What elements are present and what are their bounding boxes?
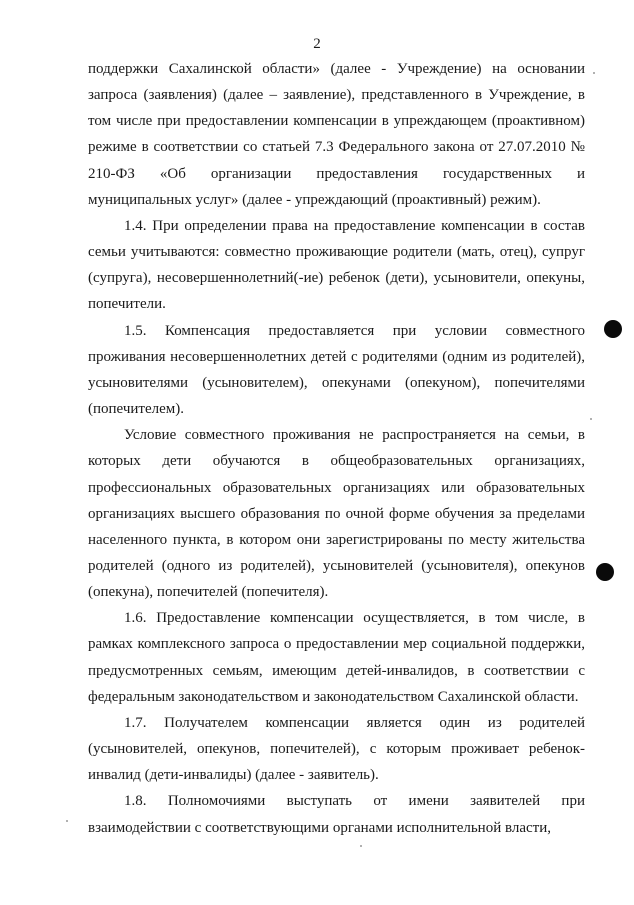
scan-speck <box>590 418 592 420</box>
page-number: 2 <box>313 36 321 52</box>
paragraph-continuation: поддержки Сахалинской области» (далее - Учреждение) на основании запроса (заявления) (далее – заявление), представленного в Учреждение, в том числе при предоставлении компенсации в упреждающем (проактивном) режиме в соответствии со статьей 7.3 Федерального закона от 27.07.2010 № 210-ФЗ «Об организации предоставления государственных и муниципальных услуг» (далее - упреждающий (проактивный) режим). <box>88 61 585 208</box>
paragraph-1-4: 1.4. При определении права на предоставление компенсации в состав семьи учитываются: совместно проживающие родители (мать, отец), супруг (супруга), несовершеннолетний(-ие) ребенок (дети), усыновители, опекуны, попечители. <box>88 217 585 313</box>
scan-speck <box>360 845 362 847</box>
paragraph-1-6: 1.6. Предоставление компенсации осуществляется, в том числе, в рамках комплексного запроса о предоставлении мер социальной поддержки, предусмотренных семьям, имеющим детей-инвалидов, в соответствии с федеральным законодательством и законодательством Сахалинской области. <box>88 610 585 705</box>
paragraph-1-5-condition: Условие совместного проживания не распространяется на семьи, в которых дети обучаются в общеобразовательных организациях, профессиональных образовательных организациях или образовательных организациях высшего образования по очной форме обучения за пределами населенного пункта, в котором они зарегистрированы по месту жительства родителей (одного из родителей), усыновителей (усыновителя), опекунов (опекуна), попечителей (попечителя). <box>88 427 585 601</box>
punch-hole-mark <box>596 563 614 581</box>
punch-hole-mark <box>604 320 622 338</box>
paragraph-1-8: 1.8. Полномочиями выступать от имени заявителей при взаимодействии с соответствующими органами исполнительной власти, <box>88 793 585 836</box>
scan-speck <box>66 820 68 822</box>
document-body <box>88 56 585 841</box>
paragraph-1-5: 1.5. Компенсация предоставляется при условии совместного проживания несовершеннолетних детей с родителями (одним из родителей), усыновителями (усыновителем), опекунами (опекуном), попечителями (попечителем). <box>88 322 585 418</box>
paragraph-1-7: 1.7. Получателем компенсации является один из родителей (усыновителей, опекунов, попечителей), с которым проживает ребенок-инвалид (дети-инвалиды) (далее - заявитель). <box>88 714 585 784</box>
scan-speck <box>593 72 595 74</box>
